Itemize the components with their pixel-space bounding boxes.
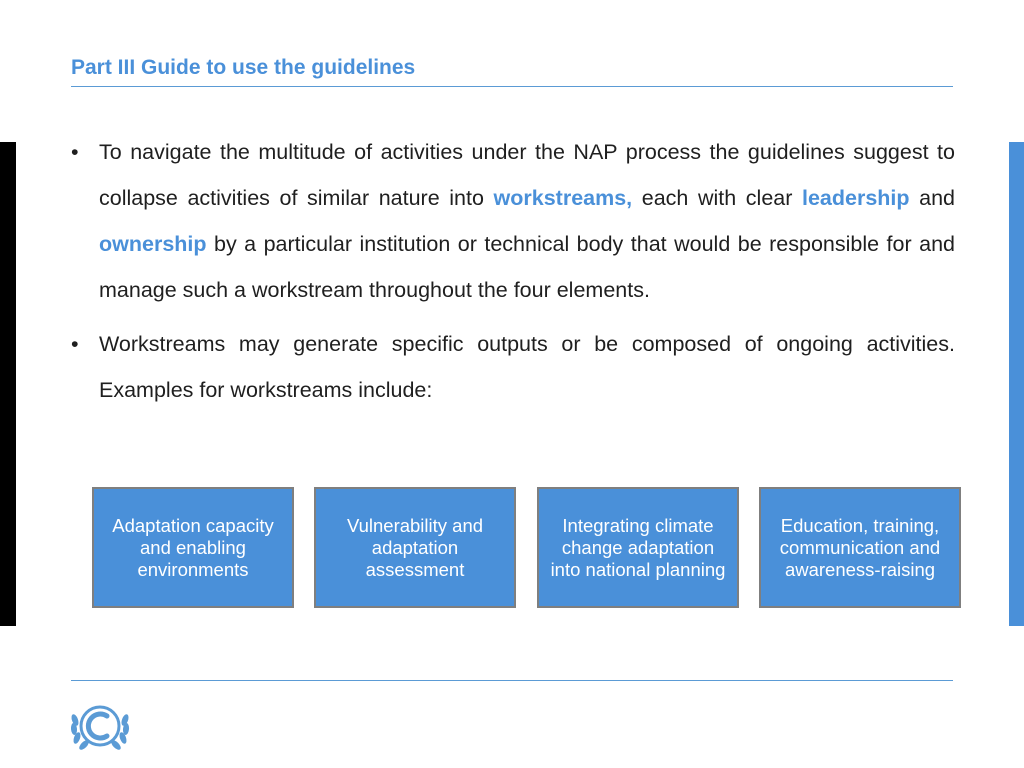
- highlight-workstreams: workstreams,: [493, 186, 633, 210]
- unfccc-emblem-icon: [67, 698, 133, 754]
- left-edge-bar: [0, 142, 16, 626]
- highlight-ownership: ownership: [99, 232, 207, 256]
- bullet-icon: •: [71, 140, 79, 164]
- bullet-text: Workstreams may generate specific outputs or be composed of ongoing activities. Examples for workstreams include:: [99, 332, 955, 402]
- workstream-box-vulnerability: Vulnerability and adaptation assessment: [314, 487, 516, 608]
- workstream-box-integrating: Integrating climate change adaptation into national planning: [537, 487, 739, 608]
- workstream-box-adaptation-capacity: Adaptation capacity and enabling environments: [92, 487, 294, 608]
- bullet-item-outputs: [71, 321, 955, 413]
- bullet-text: To navigate the multitude of activities under the NAP process the guidelines suggest to collapse activities of similar nature into: [99, 140, 955, 210]
- bullet-list: [71, 129, 955, 421]
- title-divider: [71, 86, 953, 87]
- bullet-item-workstreams: [71, 129, 955, 313]
- workstream-boxes: [92, 487, 965, 611]
- bullet-text: and: [909, 186, 955, 210]
- right-edge-bar: [1009, 142, 1024, 626]
- footer-divider: [71, 680, 953, 681]
- bullet-icon: •: [71, 332, 79, 356]
- workstream-box-education: Education, training, communication and awareness-raising: [759, 487, 961, 608]
- slide-title: Part III Guide to use the guidelines: [71, 56, 416, 79]
- bullet-text: each with clear: [632, 186, 802, 210]
- bullet-text: by a particular institution or technical body that would be responsible for and manage such a workstream throughout the four elements.: [99, 232, 955, 302]
- highlight-leadership: leadership: [801, 186, 910, 210]
